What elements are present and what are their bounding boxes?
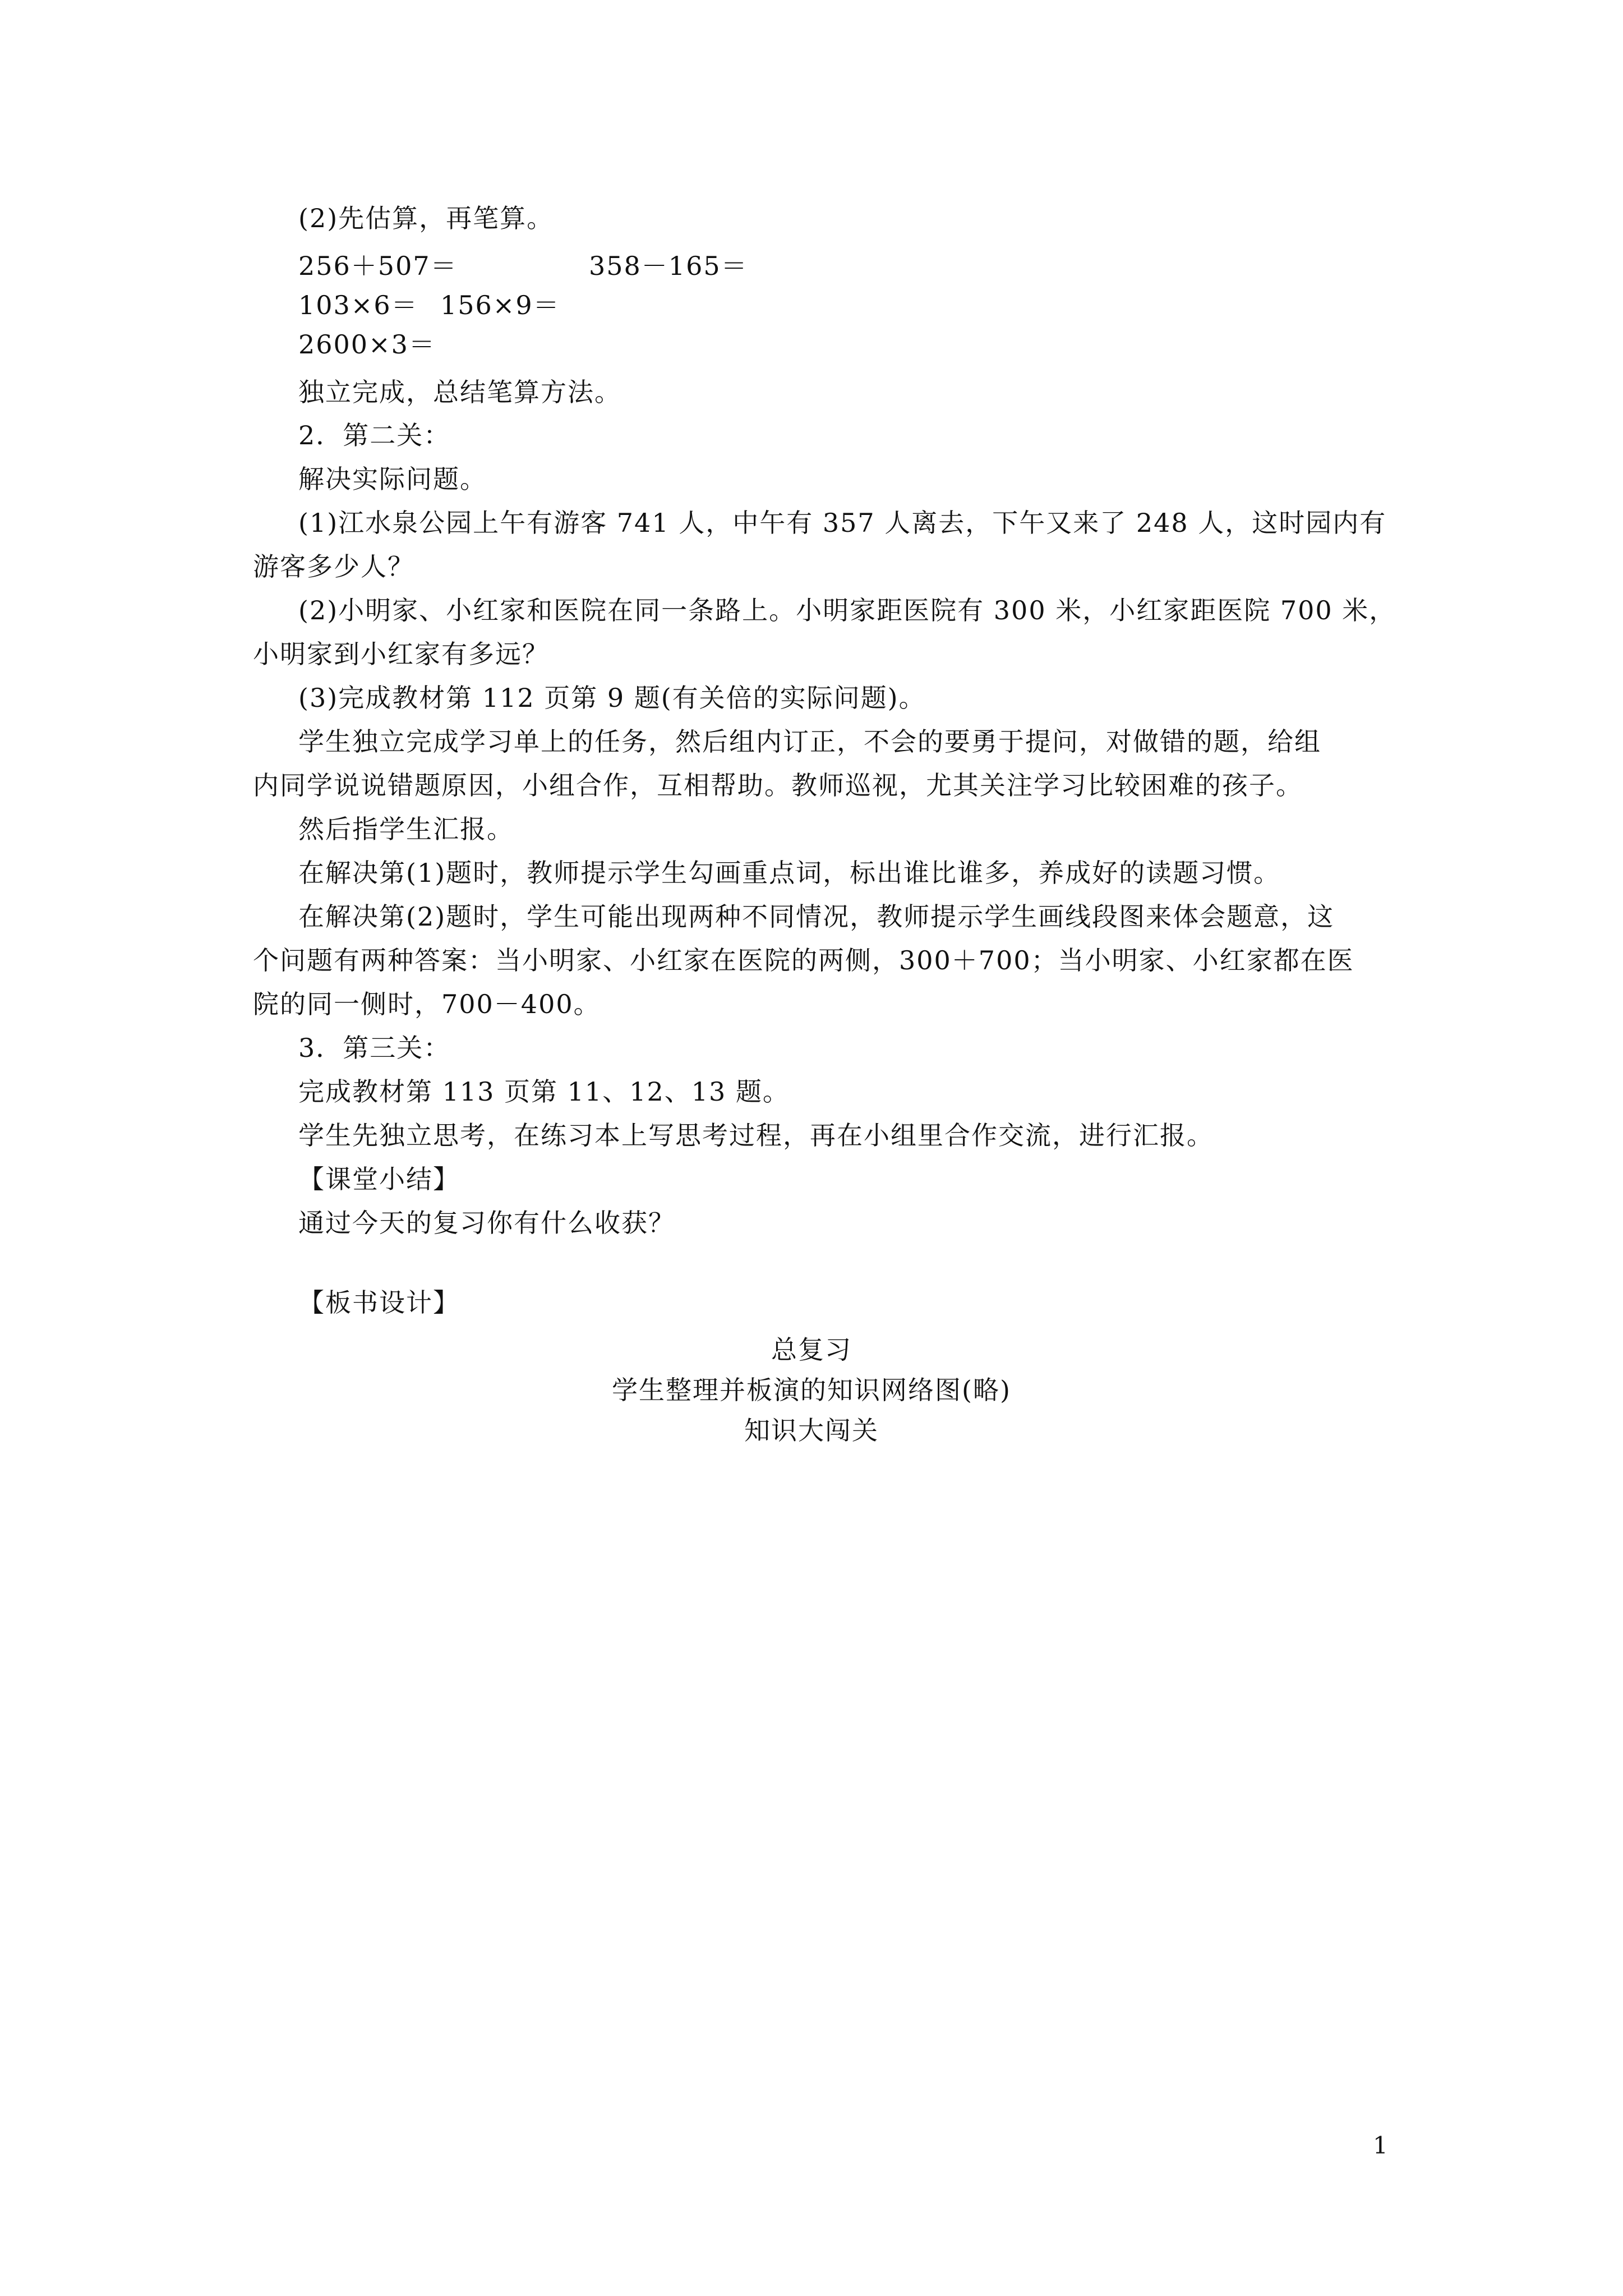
paragraph-continued: 个问题有两种答案：当小明家、小红家在医院的两侧，300＋700；当小明家、小红家都在医 [253, 945, 1354, 976]
paragraph: 完成教材第 113 页第 11、12、13 题。 [298, 1076, 790, 1107]
section-heading: 2．第二关： [298, 420, 451, 450]
paragraph-continued: 院的同一侧时，700－400。 [253, 989, 601, 1019]
problem-2: (2)小明家、小红家和医院在同一条路上。小明家距医院有 300 米，小红家距医院 700 米， [298, 595, 1396, 625]
board-line: 知识大闯关 [744, 1415, 879, 1446]
paragraph: 通过今天的复习你有什么收获？ [298, 1208, 675, 1238]
section-heading-board-design: 【板书设计】 [298, 1287, 460, 1318]
paragraph: 在解决第(1)题时，教师提示学生勾画重点词，标出谁比谁多，养成好的读题习惯。 [298, 858, 1281, 888]
paragraph: 在解决第(2)题时，学生可能出现两种不同情况，教师提示学生画线段图来体会题意，这 [298, 901, 1335, 932]
paragraph: 然后指学生汇报。 [298, 814, 514, 844]
calc-item: 2600×3＝ [298, 329, 436, 360]
section-heading: 3．第三关： [298, 1033, 451, 1063]
calc-item: 256＋507＝ [298, 251, 458, 281]
paragraph: 学生独立完成学习单上的任务，然后组内订正，不会的要勇于提问，对做错的题，给组 [298, 726, 1321, 757]
board-line: 学生整理并板演的知识网络图(略) [612, 1375, 1011, 1405]
calc-item: 103×6＝ [298, 290, 418, 320]
problem-3: (3)完成教材第 112 页第 9 题(有关倍的实际问题)。 [298, 683, 926, 713]
calc-item: 358－165＝ [589, 251, 748, 281]
paragraph: 独立完成，总结笔算方法。 [298, 377, 621, 407]
problem-1-continued: 游客多少人？ [253, 551, 414, 582]
subtask-estimate-then-compute: (2)先估算，再笔算。 [298, 203, 554, 233]
page-number: 1 [1373, 2132, 1388, 2159]
problem-1: (1)江水泉公园上午有游客 741 人，中午有 357 人离去，下午又来了 248 人，这时园内有 [298, 508, 1387, 538]
paragraph: 学生先独立思考，在练习本上写思考过程，再在小组里合作交流，进行汇报。 [298, 1120, 1214, 1151]
paragraph-continued: 内同学说说错题原因，小组合作，互相帮助。教师巡视，尤其关注学习比较困难的孩子。 [253, 770, 1303, 800]
calc-item: 156×9＝ [440, 290, 560, 320]
problem-2-continued: 小明家到小红家有多远？ [253, 639, 549, 669]
board-title: 总复习 [771, 1335, 852, 1365]
paragraph: 解决实际问题。 [298, 464, 487, 494]
section-heading-class-summary: 【课堂小结】 [298, 1164, 460, 1194]
